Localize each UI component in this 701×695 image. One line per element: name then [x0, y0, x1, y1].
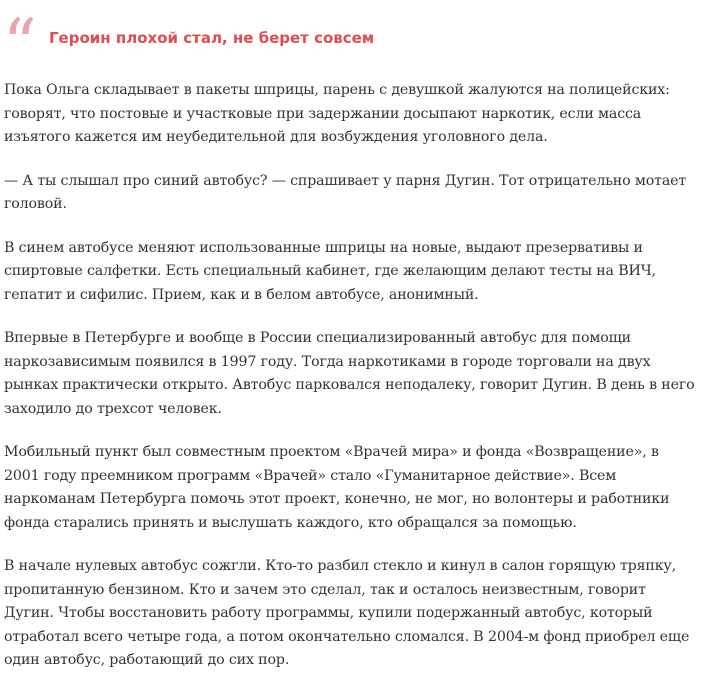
- quote-icon: “: [2, 4, 32, 86]
- article-paragraph-2: — А ты слышал про синий автобус? — спрашивает у парня Дугин. Тот отрицательно мотает головой.: [4, 172, 687, 212]
- pull-quote-heading: [2, 0, 697, 86]
- article-paragraph-6: В начале нулевых автобус сожгли. Кто-то разбил стекло и кинул в салон горящую тряпку, пропитанную бензином. Кто и зачем это сделал, так и осталось неизвестным, говорит Дугин. Чтобы восстановить работу программы, купили подержанный автобус, который отработал всего четыре года, а потом окончательно сломался. В 2004-м фонд приобрел еще один автобус, работающий до сих пор.: [4, 558, 690, 668]
- article-paragraph-5: Мобильный пункт был совместным проектом «Врачей мира» и фонда «Возвращение», в 2001 году преемником программ «Врачей» стало «Гуманитарное действие». Всем наркоманам Петербурга помочь этот проект, конечно, не мог, но волонтеры и работники фонда старались принять и выслушать каждого, кто обращался за помощью.: [4, 444, 670, 531]
- article: [4, 0, 697, 673]
- section-heading: Героин плохой стал, не берет совсем: [49, 29, 375, 47]
- article-paragraph-4: Впервые в Петербурге и вообще в России специализированный автобус для помощи наркозависимым появился в 1997 году. Тогда наркотиками в городе торговали на двух рынках практически открыто. Автобус парковался неподалеку, говорит Дугин. В день в него заходило до трехсот человек.: [4, 330, 695, 417]
- article-paragraph-1: Пока Ольга складывает в пакеты шприцы, парень с девушкой жалуются на полицейских: говорят, что постовые и участковые при задержании досыпают наркотик, если масса изъятого кажется им неубедительной для возбуждения уголовного дела.: [4, 82, 670, 145]
- article-paragraph-3: В синем автобусе меняют использованные шприцы на новые, выдают презервативы и спиртовые салфетки. Есть специальный кабинет, где желающим делают тесты на ВИЧ, гепатит и сифилис. Прием, как и в белом автобусе, анонимный.: [4, 239, 656, 303]
